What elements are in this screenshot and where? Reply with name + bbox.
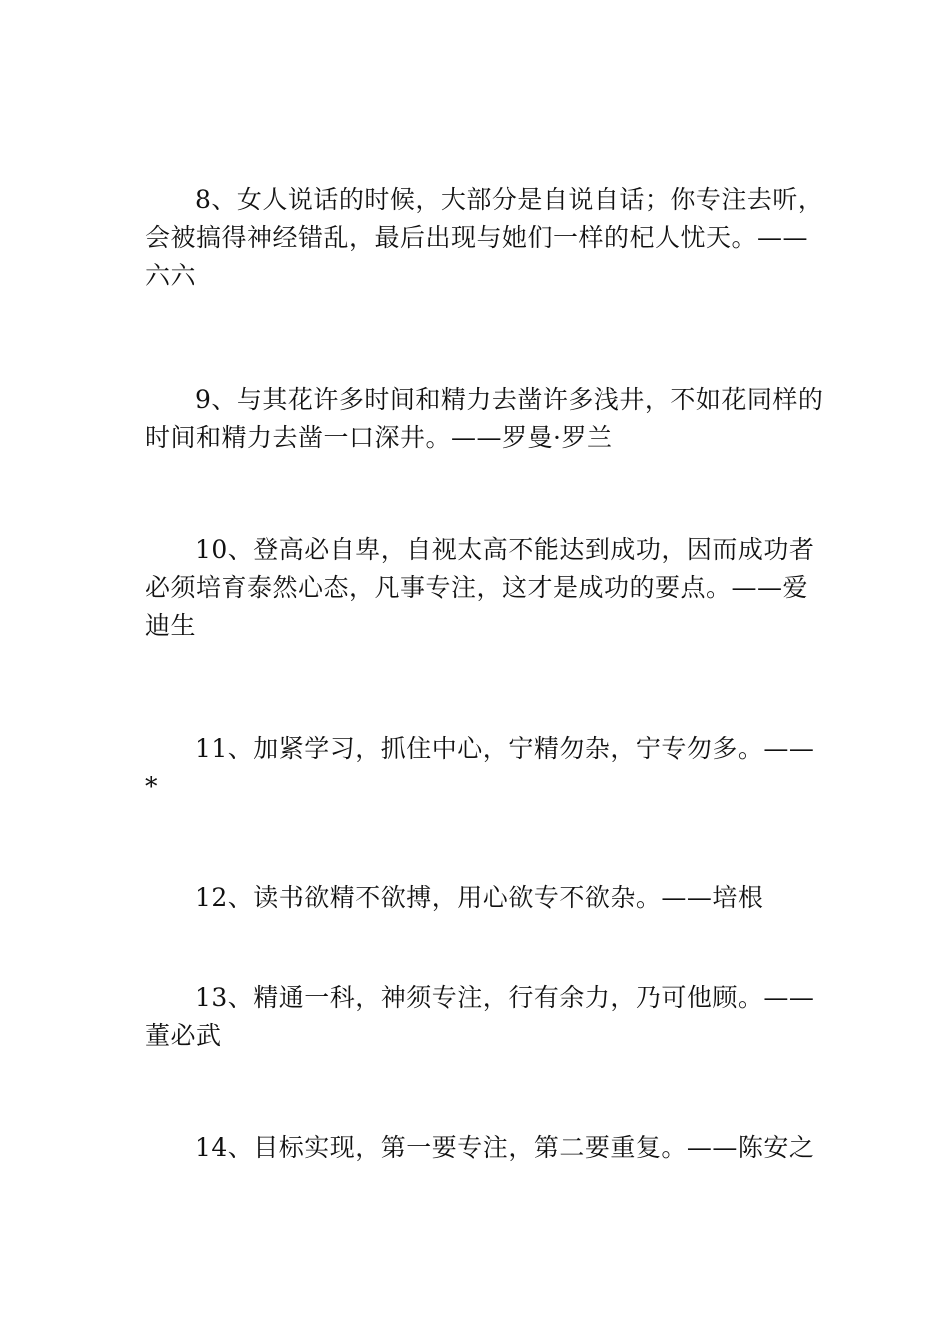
quote-9: 9、与其花许多时间和精力去凿许多浅井，不如花同样的时间和精力去凿一口深井。——罗曼·罗兰 bbox=[145, 385, 824, 452]
quote-14: 14、目标实现，第一要专注，第二要重复。——陈安之 bbox=[195, 1133, 815, 1162]
quote-11: 11、加紧学习，抓住中心，宁精勿杂，宁专勿多。——* bbox=[145, 734, 815, 801]
quote-10: 10、登高必自卑，自视太高不能达到成功，因而成功者必须培育泰然心态，凡事专注，这才是成功的要点。——爱迪生 bbox=[145, 535, 815, 640]
quote-8: 8、女人说话的时候，大部分是自说自话；你专注去听，会被搞得神经错乱，最后出现与她们一样的杞人忧天。——六六 bbox=[145, 185, 824, 290]
quote-12: 12、读书欲精不欲搏，用心欲专不欲杂。——培根 bbox=[195, 883, 764, 912]
quote-13: 13、精通一科，神须专注，行有余力，乃可他顾。——董必武 bbox=[145, 983, 815, 1050]
